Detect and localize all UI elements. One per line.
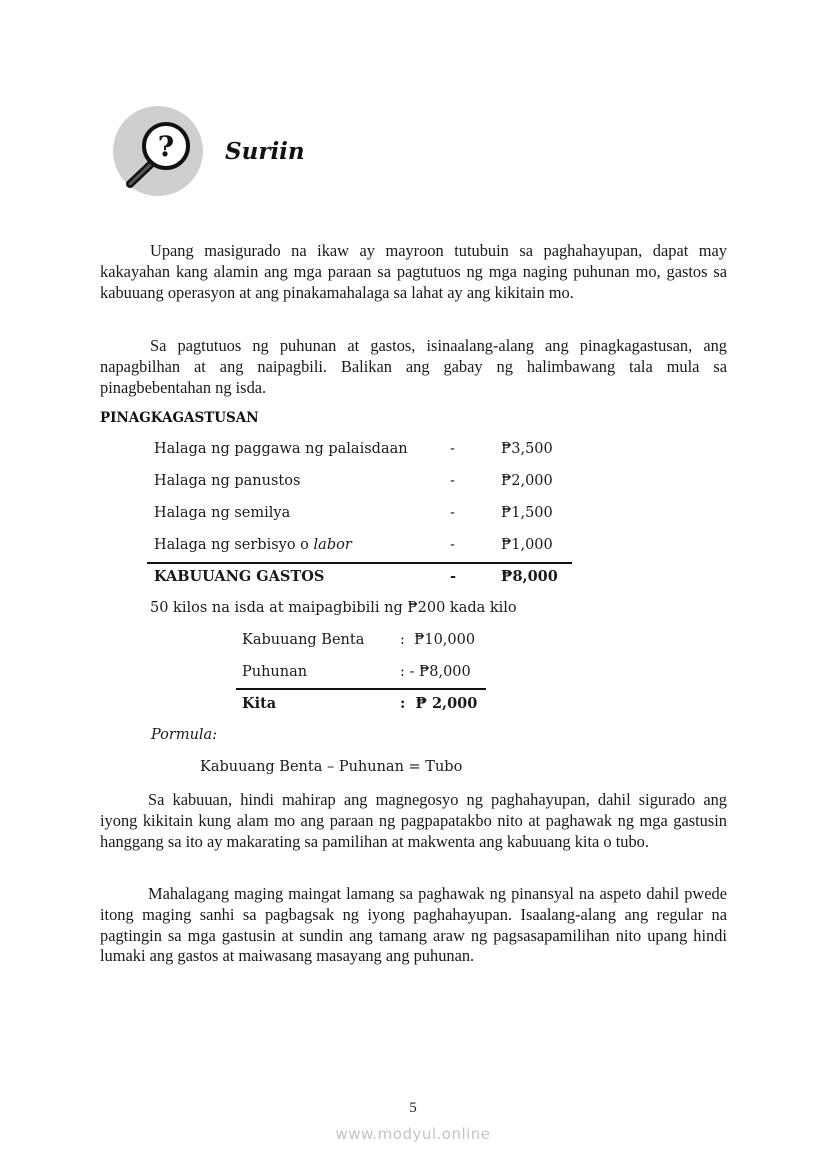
fourth-paragraph — [100, 884, 727, 967]
formula-expression: Kabuuang Benta – Puhunan = Tubo — [200, 759, 463, 775]
third-text: Sa kabuuan, hindi mahirap ang magnegosyo ng paghahayupan, dahil sigurado ang iyong kikitain kung alam mo ang paraan ng pagpapatakbo nito at paghawak ng mga gastusin hanggang sa ito ay makarating sa pamilihan at makwenta ang kabuuang kita o tubo. — [100, 790, 727, 851]
expense-label — [154, 537, 352, 553]
sales-label: Kabuuang Benta — [242, 632, 365, 648]
intro-paragraph — [100, 241, 727, 303]
watermark: www.modyul.online — [335, 1125, 491, 1143]
expenses-total-divider — [147, 562, 572, 564]
expense-total-separator: - — [450, 568, 457, 585]
sales-note: 50 kilos na isda at maipagbibili ng ₱200 kada kilo — [150, 600, 517, 616]
expense-amount: ₱2,000 — [501, 473, 553, 489]
expense-amount: ₱3,500 — [501, 441, 553, 457]
sales-result-label: Kita — [242, 695, 277, 712]
expense-total-amount: ₱8,000 — [501, 568, 558, 585]
expense-row — [154, 537, 564, 559]
intro-text: Upang masigurado na ikaw ay mayroon tutubuin sa paghahayupan, dapat may kakayahan kang alamin ang mga paraan sa pagtutuos ng mga naging puhunan mo, gastos sa kabuuang operasyon at ang pinakamahalaga sa lahat ay ang kikitain mo. — [100, 241, 727, 302]
magnifier-question-icon — [113, 106, 203, 196]
sales-result-row — [242, 695, 502, 717]
second-paragraph — [100, 336, 727, 398]
svg-text:?: ? — [157, 130, 175, 163]
sales-value: : ₱10,000 — [400, 632, 476, 648]
fourth-text: Mahalagang maging maingat lamang sa paghawak ng pinansyal na aspeto dahil pwede itong maging sanhi sa pagbagsak ng iyong paghahayupan. Isaalang-alang ang regular na pagtingin sa mga gastusin at sundin ang tamang araw ng pagsasapamilihan nito upang hindi lumaki ang gastos at maiwasang masayang ang puhunan. — [100, 884, 727, 966]
sales-row — [242, 664, 502, 686]
sales-row — [242, 632, 502, 654]
sales-value: : - ₱8,000 — [400, 664, 471, 680]
expense-separator: - — [450, 473, 455, 489]
second-text: Sa pagtutuos ng puhunan at gastos, isinaalang-alang ang pinagkagastusan, ang napagbilhan at ang naipagbili. Balikan ang gabay ng halimbawang tala mula sa pinagbebentahan ng isda. — [100, 336, 727, 397]
expense-label: Halaga ng semilya — [154, 505, 291, 521]
expense-label-italic: labor — [313, 537, 352, 553]
expense-total-label: KABUUANG GASTOS — [154, 568, 325, 585]
third-paragraph — [100, 790, 727, 852]
expense-separator: - — [450, 441, 455, 457]
expenses-heading: PINAGKAGASTUSAN — [100, 410, 259, 426]
expense-amount: ₱1,500 — [501, 505, 553, 521]
section-title: Suriin — [225, 138, 305, 165]
expense-row — [154, 441, 564, 463]
expense-separator: - — [450, 505, 455, 521]
expense-amount: ₱1,000 — [501, 537, 553, 553]
expense-row — [154, 473, 564, 495]
expense-label: Halaga ng paggawa ng palaisdaan — [154, 441, 408, 457]
formula-label: Pormula: — [151, 727, 218, 743]
expense-total-row — [154, 568, 564, 590]
expense-row — [154, 505, 564, 527]
sales-label: Puhunan — [242, 664, 308, 680]
expense-label: Halaga ng panustos — [154, 473, 301, 489]
sales-result-divider — [236, 688, 486, 690]
page-number: 5 — [409, 1100, 417, 1116]
expense-separator: - — [450, 537, 455, 553]
expense-label-plain: Halaga ng serbisyo o — [154, 537, 314, 553]
sales-result-value: : ₱ 2,000 — [400, 695, 478, 712]
